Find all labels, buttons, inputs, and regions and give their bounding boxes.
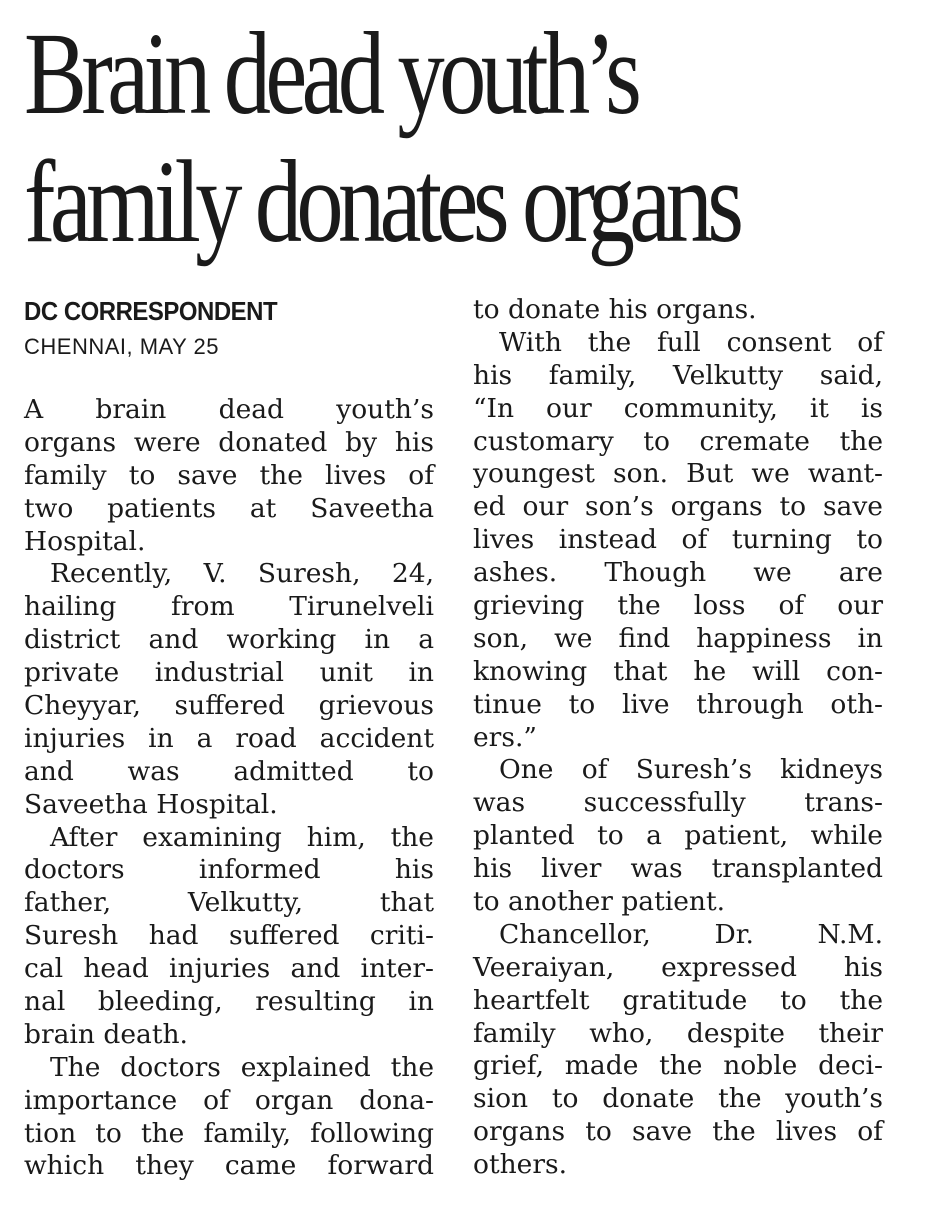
article-text-line: The doctors explained the	[50, 1051, 434, 1083]
article-text-line: ashes. Though we are	[473, 557, 883, 589]
article-text-line: two patients at Saveetha	[24, 492, 434, 524]
article-text-line: father, Velkutty, that	[24, 887, 434, 919]
article-text-line: ers.”	[473, 721, 537, 753]
article-text-line: organs to save the lives of	[473, 1116, 883, 1148]
article-text-line: youngest son. But we want-	[473, 458, 883, 490]
headline-line: family donates organs	[24, 136, 739, 267]
article-text-line: tion to the family, following	[24, 1117, 434, 1149]
article-text-line: sion to donate the youth’s	[473, 1083, 883, 1115]
article-text-line: grieving the loss of our	[473, 590, 883, 622]
article-text-line: to another patient.	[473, 886, 726, 918]
article-text-line: family who, despite their	[473, 1017, 883, 1049]
article-text-line: injuries in a road accident	[24, 722, 434, 754]
headline-line: Brain dead youth’s	[24, 8, 637, 139]
article-text-line: Suresh had suffered criti-	[24, 920, 434, 952]
article-text-line: lives instead of turning to	[473, 524, 883, 556]
dateline: CHENNAI, MAY 25	[24, 334, 219, 359]
article-text-line: Cheyyar, suffered grievous	[24, 690, 434, 722]
article-text-line: doctors informed his	[24, 854, 434, 886]
article-text-line: tinue to live through oth-	[473, 688, 883, 720]
article-text-line: knowing that he will con-	[473, 655, 883, 687]
article-text-line: Veeraiyan, expressed his	[473, 951, 883, 983]
headline	[24, 8, 739, 267]
article-column-left	[24, 394, 434, 1183]
article-text-line: brain death.	[24, 1018, 188, 1050]
article-text-line: private industrial unit in	[24, 657, 434, 689]
article-text-line: “In our community, it is	[473, 392, 883, 424]
article-text-line: customary to cremate the	[473, 425, 883, 457]
article-text-line: After examining him, the	[50, 821, 434, 853]
article-text-line: Saveetha Hospital.	[24, 788, 278, 820]
article-text-line: cal head injuries and inter-	[24, 953, 434, 985]
article-text-line: importance of organ dona-	[24, 1084, 434, 1116]
article-text-line: district and working in a	[24, 624, 434, 656]
article-text-line: and was admitted to	[24, 755, 434, 787]
article-text-line: planted to a patient, while	[473, 820, 883, 852]
article-text-line: Recently, V. Suresh, 24,	[50, 558, 434, 590]
article-text-line: his liver was transplanted	[473, 853, 883, 885]
article-text-line: ed our son’s organs to save	[473, 491, 883, 523]
article-text-line: A brain dead youth’s	[24, 394, 434, 425]
article-text-line: his family, Velkutty said,	[473, 359, 883, 391]
article-column-right	[473, 294, 883, 1182]
article-text-line: nal bleeding, resulting in	[24, 986, 434, 1018]
article-text-line: Hospital.	[24, 525, 146, 557]
article-text-line: With the full consent of	[499, 326, 883, 358]
article-text-line: family to save the lives of	[24, 459, 434, 491]
article-text-line: to donate his organs.	[473, 294, 757, 325]
article-text-line: grief, made the noble deci-	[473, 1050, 883, 1082]
article-text-line: organs were donated by his	[24, 426, 434, 458]
article-text-line: was successfully trans-	[473, 787, 883, 819]
article-text-line: which they came forward	[24, 1150, 434, 1182]
article-text-line: heartfelt gratitude to the	[473, 984, 883, 1016]
article-text-line: Chancellor, Dr. N.M.	[499, 918, 883, 950]
article-text-line: others.	[473, 1149, 568, 1181]
article-text-line: hailing from Tirunelveli	[24, 591, 434, 623]
byline: DC CORRESPONDENT	[24, 296, 278, 326]
article-text-line: son, we find happiness in	[473, 622, 883, 654]
article-text-line: One of Suresh’s kidneys	[499, 754, 883, 786]
